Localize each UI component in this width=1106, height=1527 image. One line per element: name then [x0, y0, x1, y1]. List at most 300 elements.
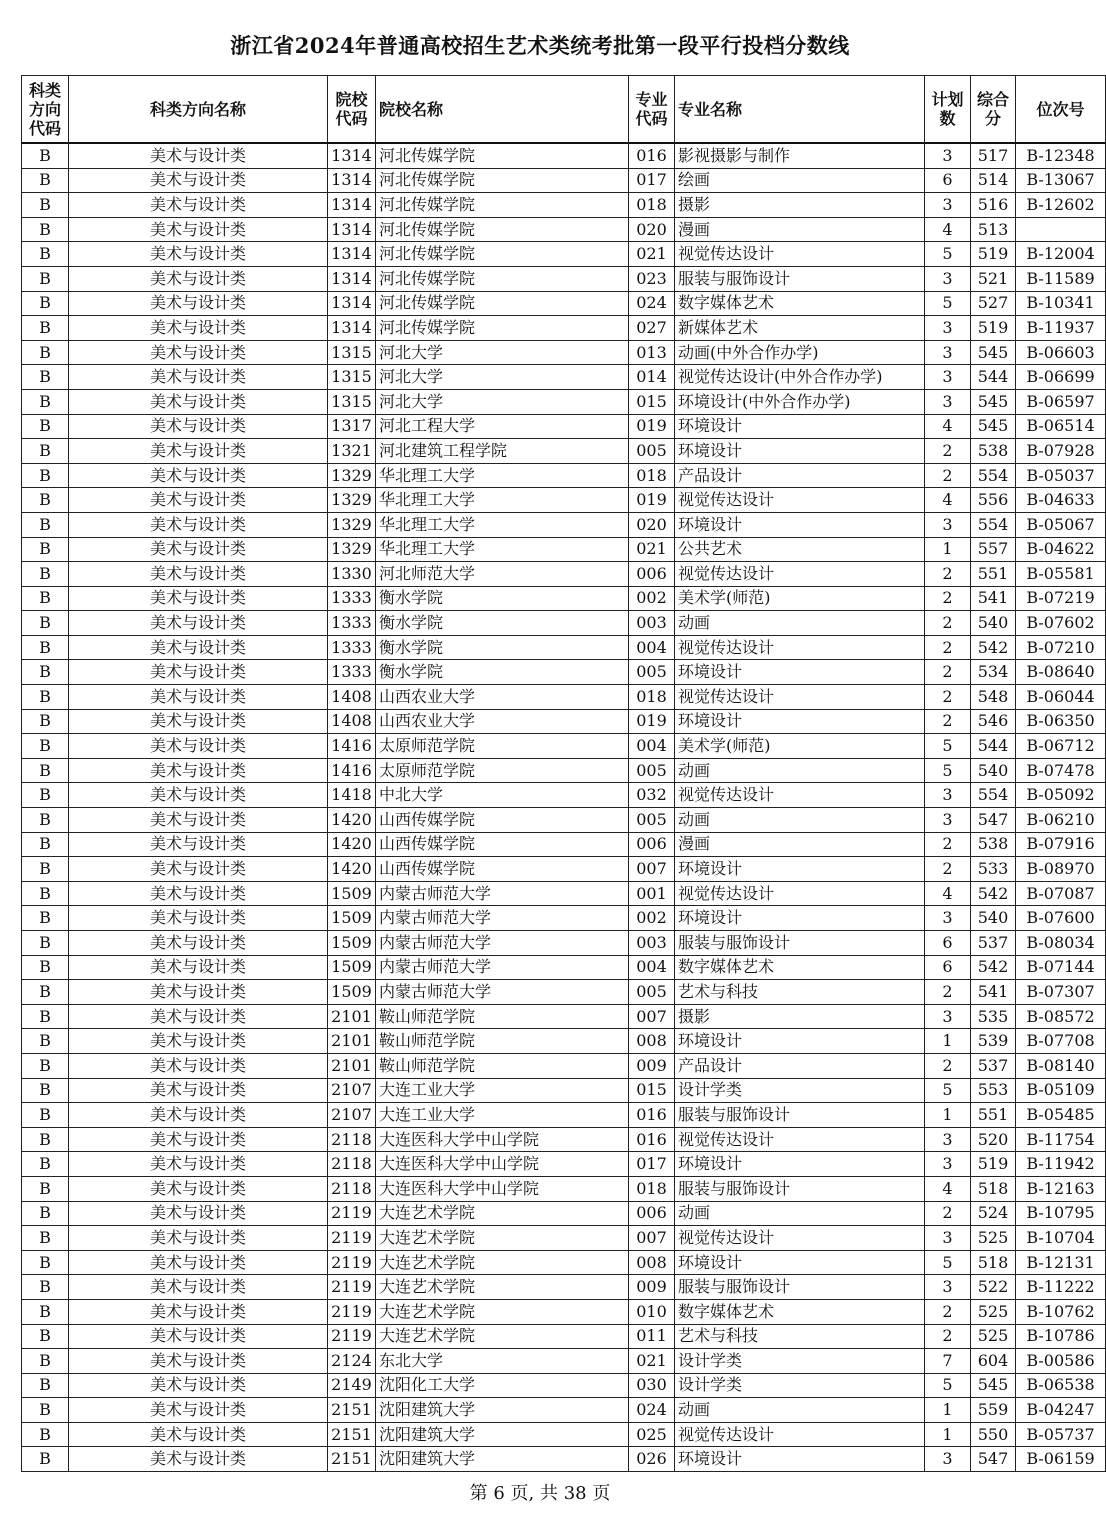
cell-major-code: 004 [629, 734, 675, 759]
cell-plan-count: 5 [925, 242, 971, 267]
cell-composite-score: 519 [971, 242, 1016, 267]
cell-school-name: 鞍山师范学院 [376, 1029, 629, 1054]
cell-major-code: 002 [629, 586, 675, 611]
cell-school-code: 1408 [328, 709, 376, 734]
table-row [22, 783, 1106, 808]
cell-rank: B-11937 [1016, 316, 1106, 341]
cell-plan-count: 2 [925, 980, 971, 1005]
cell-rank: B-06210 [1016, 808, 1106, 833]
cell-rank: B-12131 [1016, 1250, 1106, 1275]
cell-school-code: 2124 [328, 1349, 376, 1374]
cell-composite-score: 525 [971, 1299, 1016, 1324]
cell-school-code: 2149 [328, 1373, 376, 1398]
cell-school-name: 山西传媒学院 [376, 832, 629, 857]
cell-school-code: 1509 [328, 980, 376, 1005]
cell-major-name: 视觉传达设计 [675, 783, 925, 808]
cell-school-name: 大连工业大学 [376, 1078, 629, 1103]
cell-school-name: 衡水学院 [376, 635, 629, 660]
cell-composite-score: 554 [971, 783, 1016, 808]
cell-rank: B-08640 [1016, 660, 1106, 685]
table-row [22, 734, 1106, 759]
cell-plan-count: 3 [925, 316, 971, 341]
cell-category-code: B [22, 1053, 69, 1078]
cell-category-name: 美术与设计类 [69, 1422, 328, 1447]
cell-school-code: 1333 [328, 635, 376, 660]
cell-major-code: 013 [629, 340, 675, 365]
cell-major-name: 数字媒体艺术 [675, 1299, 925, 1324]
cell-category-code: B [22, 340, 69, 365]
cell-category-code: B [22, 143, 69, 168]
cell-major-name: 摄影 [675, 193, 925, 218]
cell-composite-score: 538 [971, 439, 1016, 464]
cell-major-code: 015 [629, 389, 675, 414]
cell-category-code: B [22, 685, 69, 710]
cell-school-code: 2151 [328, 1447, 376, 1472]
cell-school-name: 大连医科大学中山学院 [376, 1176, 629, 1201]
cell-composite-score: 554 [971, 463, 1016, 488]
cell-composite-score: 527 [971, 291, 1016, 316]
cell-rank: B-07144 [1016, 955, 1106, 980]
cell-school-code: 1315 [328, 389, 376, 414]
table-row [22, 1373, 1106, 1398]
cell-major-name: 设计学类 [675, 1373, 925, 1398]
cell-school-code: 2119 [328, 1299, 376, 1324]
cell-major-name: 服装与服饰设计 [675, 1275, 925, 1300]
cell-composite-score: 534 [971, 660, 1016, 685]
cell-composite-score: 556 [971, 488, 1016, 513]
cell-category-name: 美术与设计类 [69, 463, 328, 488]
cell-school-code: 1314 [328, 193, 376, 218]
cell-category-name: 美术与设计类 [69, 906, 328, 931]
cell-major-name: 视觉传达设计 [675, 635, 925, 660]
cell-major-name: 动画 [675, 1398, 925, 1423]
cell-rank: B-12602 [1016, 193, 1106, 218]
cell-category-code: B [22, 758, 69, 783]
cell-rank: B-10795 [1016, 1201, 1106, 1226]
table-row [22, 808, 1106, 833]
cell-plan-count: 2 [925, 439, 971, 464]
cell-plan-count: 2 [925, 857, 971, 882]
cell-plan-count: 6 [925, 168, 971, 193]
cell-composite-score: 541 [971, 586, 1016, 611]
cell-school-code: 1317 [328, 414, 376, 439]
cell-category-name: 美术与设计类 [69, 980, 328, 1005]
cell-school-name: 河北大学 [376, 340, 629, 365]
cell-school-code: 1314 [328, 266, 376, 291]
cell-category-code: B [22, 660, 69, 685]
col-header-major-name: 专业名称 [675, 76, 925, 144]
cell-composite-score: 559 [971, 1398, 1016, 1423]
cell-school-name: 华北理工大学 [376, 488, 629, 513]
cell-composite-score: 554 [971, 512, 1016, 537]
table-row [22, 586, 1106, 611]
cell-category-code: B [22, 488, 69, 513]
cell-category-code: B [22, 365, 69, 390]
cell-rank [1016, 217, 1106, 242]
table-row [22, 1349, 1106, 1374]
cell-school-code: 1509 [328, 931, 376, 956]
cell-major-code: 020 [629, 217, 675, 242]
cell-major-name: 视觉传达设计 [675, 685, 925, 710]
cell-school-code: 2101 [328, 1053, 376, 1078]
cell-composite-score: 553 [971, 1078, 1016, 1103]
cell-major-name: 数字媒体艺术 [675, 291, 925, 316]
cell-composite-score: 522 [971, 1275, 1016, 1300]
cell-plan-count: 4 [925, 1176, 971, 1201]
cell-composite-score: 544 [971, 365, 1016, 390]
cell-school-name: 沈阳建筑大学 [376, 1422, 629, 1447]
cell-school-code: 2118 [328, 1127, 376, 1152]
cell-school-name: 大连医科大学中山学院 [376, 1127, 629, 1152]
cell-rank: B-07087 [1016, 881, 1106, 906]
cell-major-name: 环境设计 [675, 1152, 925, 1177]
cell-major-name: 新媒体艺术 [675, 316, 925, 341]
table-row [22, 1398, 1106, 1423]
cell-rank: B-08970 [1016, 857, 1106, 882]
cell-major-code: 018 [629, 193, 675, 218]
cell-school-code: 2118 [328, 1152, 376, 1177]
table-row [22, 463, 1106, 488]
cell-rank: B-06603 [1016, 340, 1106, 365]
cell-major-code: 019 [629, 709, 675, 734]
cell-category-name: 美术与设计类 [69, 1447, 328, 1472]
cell-plan-count: 2 [925, 463, 971, 488]
cell-composite-score: 548 [971, 685, 1016, 710]
page-footer: 第 6 页, 共 38 页 [469, 1483, 611, 1504]
cell-composite-score: 551 [971, 562, 1016, 587]
cell-school-code: 2101 [328, 1004, 376, 1029]
cell-plan-count: 3 [925, 808, 971, 833]
cell-category-name: 美术与设计类 [69, 266, 328, 291]
cell-composite-score: 537 [971, 931, 1016, 956]
cell-category-name: 美术与设计类 [69, 1078, 328, 1103]
table-row [22, 291, 1106, 316]
cell-plan-count: 5 [925, 1078, 971, 1103]
cell-rank: B-10704 [1016, 1226, 1106, 1251]
cell-plan-count: 3 [925, 512, 971, 537]
table-row [22, 881, 1106, 906]
cell-school-name: 河北传媒学院 [376, 316, 629, 341]
cell-rank: B-07478 [1016, 758, 1106, 783]
cell-category-code: B [22, 931, 69, 956]
cell-composite-score: 540 [971, 758, 1016, 783]
cell-major-code: 004 [629, 955, 675, 980]
cell-major-name: 动画 [675, 611, 925, 636]
table-row [22, 1152, 1106, 1177]
table-row [22, 537, 1106, 562]
cell-school-code: 1509 [328, 881, 376, 906]
cell-category-code: B [22, 562, 69, 587]
table-row [22, 242, 1106, 267]
cell-school-name: 东北大学 [376, 1349, 629, 1374]
table-row [22, 1103, 1106, 1128]
cell-rank: B-11942 [1016, 1152, 1106, 1177]
cell-rank: B-07219 [1016, 586, 1106, 611]
cell-school-code: 1314 [328, 291, 376, 316]
cell-category-name: 美术与设计类 [69, 217, 328, 242]
cell-school-name: 大连艺术学院 [376, 1201, 629, 1226]
cell-composite-score: 521 [971, 266, 1016, 291]
cell-school-name: 内蒙古师范大学 [376, 931, 629, 956]
cell-category-name: 美术与设计类 [69, 537, 328, 562]
cell-plan-count: 7 [925, 1349, 971, 1374]
cell-plan-count: 1 [925, 1398, 971, 1423]
cell-major-name: 公共艺术 [675, 537, 925, 562]
table-row [22, 931, 1106, 956]
table-row [22, 1053, 1106, 1078]
cell-school-name: 河北大学 [376, 389, 629, 414]
cell-major-code: 026 [629, 1447, 675, 1472]
cell-plan-count: 6 [925, 955, 971, 980]
cell-school-name: 山西传媒学院 [376, 808, 629, 833]
cell-rank: B-07210 [1016, 635, 1106, 660]
cell-major-name: 环境设计 [675, 709, 925, 734]
cell-composite-score: 537 [971, 1053, 1016, 1078]
cell-plan-count: 3 [925, 340, 971, 365]
cell-category-code: B [22, 611, 69, 636]
cell-category-name: 美术与设计类 [69, 1004, 328, 1029]
cell-rank: B-04247 [1016, 1398, 1106, 1423]
cell-school-code: 1314 [328, 217, 376, 242]
table-row [22, 1226, 1106, 1251]
cell-major-name: 视觉传达设计 [675, 1127, 925, 1152]
cell-major-name: 环境设计 [675, 1029, 925, 1054]
cell-major-code: 021 [629, 1349, 675, 1374]
cell-category-name: 美术与设计类 [69, 340, 328, 365]
cell-plan-count: 6 [925, 931, 971, 956]
table-row [22, 709, 1106, 734]
cell-school-code: 1329 [328, 537, 376, 562]
cell-plan-count: 2 [925, 562, 971, 587]
cell-rank: B-11222 [1016, 1275, 1106, 1300]
cell-plan-count: 3 [925, 1127, 971, 1152]
cell-school-name: 内蒙古师范大学 [376, 881, 629, 906]
cell-category-name: 美术与设计类 [69, 291, 328, 316]
cell-category-code: B [22, 783, 69, 808]
cell-school-name: 大连艺术学院 [376, 1226, 629, 1251]
cell-major-code: 027 [629, 316, 675, 341]
page-title: 浙江省2024年普通高校招生艺术类统考批第一段平行投档分数线 [230, 33, 850, 58]
cell-rank: B-10341 [1016, 291, 1106, 316]
score-table [21, 75, 1106, 1472]
cell-category-code: B [22, 266, 69, 291]
cell-category-code: B [22, 1250, 69, 1275]
cell-category-name: 美术与设计类 [69, 1299, 328, 1324]
cell-major-code: 019 [629, 488, 675, 513]
cell-major-code: 025 [629, 1422, 675, 1447]
cell-composite-score: 540 [971, 906, 1016, 931]
cell-school-name: 大连艺术学院 [376, 1324, 629, 1349]
cell-category-code: B [22, 1447, 69, 1472]
cell-category-name: 美术与设计类 [69, 439, 328, 464]
cell-category-code: B [22, 1152, 69, 1177]
cell-composite-score: 542 [971, 881, 1016, 906]
cell-major-name: 环境设计 [675, 1250, 925, 1275]
table-row [22, 1299, 1106, 1324]
cell-school-name: 河北大学 [376, 365, 629, 390]
table-header-row [22, 76, 1106, 144]
cell-school-code: 1509 [328, 906, 376, 931]
cell-category-code: B [22, 217, 69, 242]
col-header-category-name: 科类方向名称 [69, 76, 328, 144]
cell-category-name: 美术与设计类 [69, 1127, 328, 1152]
cell-major-name: 艺术与科技 [675, 980, 925, 1005]
cell-category-code: B [22, 857, 69, 882]
cell-composite-score: 550 [971, 1422, 1016, 1447]
cell-major-name: 漫画 [675, 217, 925, 242]
cell-rank: B-11589 [1016, 266, 1106, 291]
cell-school-name: 鞍山师范学院 [376, 1004, 629, 1029]
cell-school-name: 衡水学院 [376, 611, 629, 636]
cell-category-code: B [22, 1324, 69, 1349]
cell-major-name: 服装与服饰设计 [675, 266, 925, 291]
cell-school-code: 1314 [328, 168, 376, 193]
cell-school-code: 1315 [328, 365, 376, 390]
cell-category-code: B [22, 709, 69, 734]
cell-school-code: 1408 [328, 685, 376, 710]
cell-major-name: 设计学类 [675, 1078, 925, 1103]
cell-major-name: 绘画 [675, 168, 925, 193]
cell-category-name: 美术与设计类 [69, 168, 328, 193]
cell-school-code: 1314 [328, 316, 376, 341]
cell-category-name: 美术与设计类 [69, 488, 328, 513]
cell-school-code: 1416 [328, 758, 376, 783]
cell-major-name: 漫画 [675, 832, 925, 857]
cell-major-code: 019 [629, 414, 675, 439]
cell-school-name: 大连医科大学中山学院 [376, 1152, 629, 1177]
cell-composite-score: 541 [971, 980, 1016, 1005]
cell-category-code: B [22, 316, 69, 341]
table-row [22, 980, 1106, 1005]
cell-rank: B-06699 [1016, 365, 1106, 390]
cell-major-code: 008 [629, 1029, 675, 1054]
cell-category-code: B [22, 463, 69, 488]
cell-school-code: 1329 [328, 463, 376, 488]
table-row [22, 758, 1106, 783]
cell-major-code: 016 [629, 1103, 675, 1128]
cell-school-name: 河北建筑工程学院 [376, 439, 629, 464]
cell-composite-score: 604 [971, 1349, 1016, 1374]
cell-plan-count: 3 [925, 193, 971, 218]
cell-plan-count: 3 [925, 1447, 971, 1472]
cell-category-code: B [22, 586, 69, 611]
cell-composite-score: 542 [971, 955, 1016, 980]
cell-rank: B-05485 [1016, 1103, 1106, 1128]
cell-school-name: 河北传媒学院 [376, 291, 629, 316]
cell-category-code: B [22, 414, 69, 439]
cell-major-code: 021 [629, 537, 675, 562]
cell-composite-score: 517 [971, 143, 1016, 168]
cell-rank: B-10762 [1016, 1299, 1106, 1324]
cell-category-name: 美术与设计类 [69, 1103, 328, 1128]
cell-category-code: B [22, 1373, 69, 1398]
cell-school-name: 内蒙古师范大学 [376, 980, 629, 1005]
cell-rank: B-08034 [1016, 931, 1106, 956]
cell-plan-count: 2 [925, 1053, 971, 1078]
cell-major-name: 摄影 [675, 1004, 925, 1029]
cell-major-name: 环境设计 [675, 414, 925, 439]
cell-school-code: 1420 [328, 808, 376, 833]
cell-composite-score: 533 [971, 857, 1016, 882]
table-row [22, 193, 1106, 218]
cell-major-code: 016 [629, 1127, 675, 1152]
cell-school-name: 山西农业大学 [376, 685, 629, 710]
cell-category-name: 美术与设计类 [69, 1053, 328, 1078]
cell-plan-count: 5 [925, 758, 971, 783]
cell-school-name: 大连艺术学院 [376, 1299, 629, 1324]
cell-composite-score: 525 [971, 1226, 1016, 1251]
col-header-major-code: 专业代码 [629, 76, 675, 144]
cell-category-code: B [22, 832, 69, 857]
cell-major-code: 005 [629, 980, 675, 1005]
cell-rank: B-07916 [1016, 832, 1106, 857]
cell-major-code: 008 [629, 1250, 675, 1275]
cell-composite-score: 519 [971, 316, 1016, 341]
cell-category-name: 美术与设计类 [69, 832, 328, 857]
cell-major-name: 艺术与科技 [675, 1324, 925, 1349]
cell-rank: B-06159 [1016, 1447, 1106, 1472]
table-row [22, 143, 1106, 168]
cell-major-code: 016 [629, 143, 675, 168]
cell-school-code: 1314 [328, 143, 376, 168]
cell-rank: B-07600 [1016, 906, 1106, 931]
cell-category-name: 美术与设计类 [69, 1275, 328, 1300]
cell-category-name: 美术与设计类 [69, 562, 328, 587]
cell-category-name: 美术与设计类 [69, 808, 328, 833]
cell-major-name: 视觉传达设计 [675, 1422, 925, 1447]
cell-rank: B-08140 [1016, 1053, 1106, 1078]
cell-rank: B-04633 [1016, 488, 1106, 513]
cell-major-name: 动画 [675, 758, 925, 783]
table-row [22, 1176, 1106, 1201]
cell-major-name: 动画 [675, 1201, 925, 1226]
cell-category-name: 美术与设计类 [69, 857, 328, 882]
cell-category-code: B [22, 1078, 69, 1103]
col-header-category-code: 科类方向代码 [22, 76, 69, 144]
cell-plan-count: 2 [925, 660, 971, 685]
cell-plan-count: 5 [925, 734, 971, 759]
table-row [22, 1078, 1106, 1103]
table-row [22, 365, 1106, 390]
cell-category-code: B [22, 1103, 69, 1128]
cell-plan-count: 3 [925, 906, 971, 931]
table-row [22, 1201, 1106, 1226]
cell-plan-count: 5 [925, 1373, 971, 1398]
cell-category-code: B [22, 955, 69, 980]
cell-category-code: B [22, 906, 69, 931]
cell-major-name: 视觉传达设计(中外合作办学) [675, 365, 925, 390]
col-header-rank: 位次号 [1016, 76, 1106, 144]
table-row [22, 217, 1106, 242]
cell-category-name: 美术与设计类 [69, 1201, 328, 1226]
cell-category-code: B [22, 1127, 69, 1152]
cell-major-name: 服装与服饰设计 [675, 1103, 925, 1128]
cell-category-code: B [22, 1398, 69, 1423]
cell-rank: B-07602 [1016, 611, 1106, 636]
cell-school-name: 河北传媒学院 [376, 242, 629, 267]
cell-plan-count: 2 [925, 1299, 971, 1324]
cell-rank: B-11754 [1016, 1127, 1106, 1152]
cell-school-name: 沈阳化工大学 [376, 1373, 629, 1398]
cell-major-code: 001 [629, 881, 675, 906]
cell-school-code: 2119 [328, 1324, 376, 1349]
cell-school-name: 河北传媒学院 [376, 143, 629, 168]
cell-major-code: 030 [629, 1373, 675, 1398]
cell-composite-score: 513 [971, 217, 1016, 242]
cell-major-name: 影视摄影与制作 [675, 143, 925, 168]
cell-composite-score: 525 [971, 1324, 1016, 1349]
cell-school-name: 华北理工大学 [376, 463, 629, 488]
